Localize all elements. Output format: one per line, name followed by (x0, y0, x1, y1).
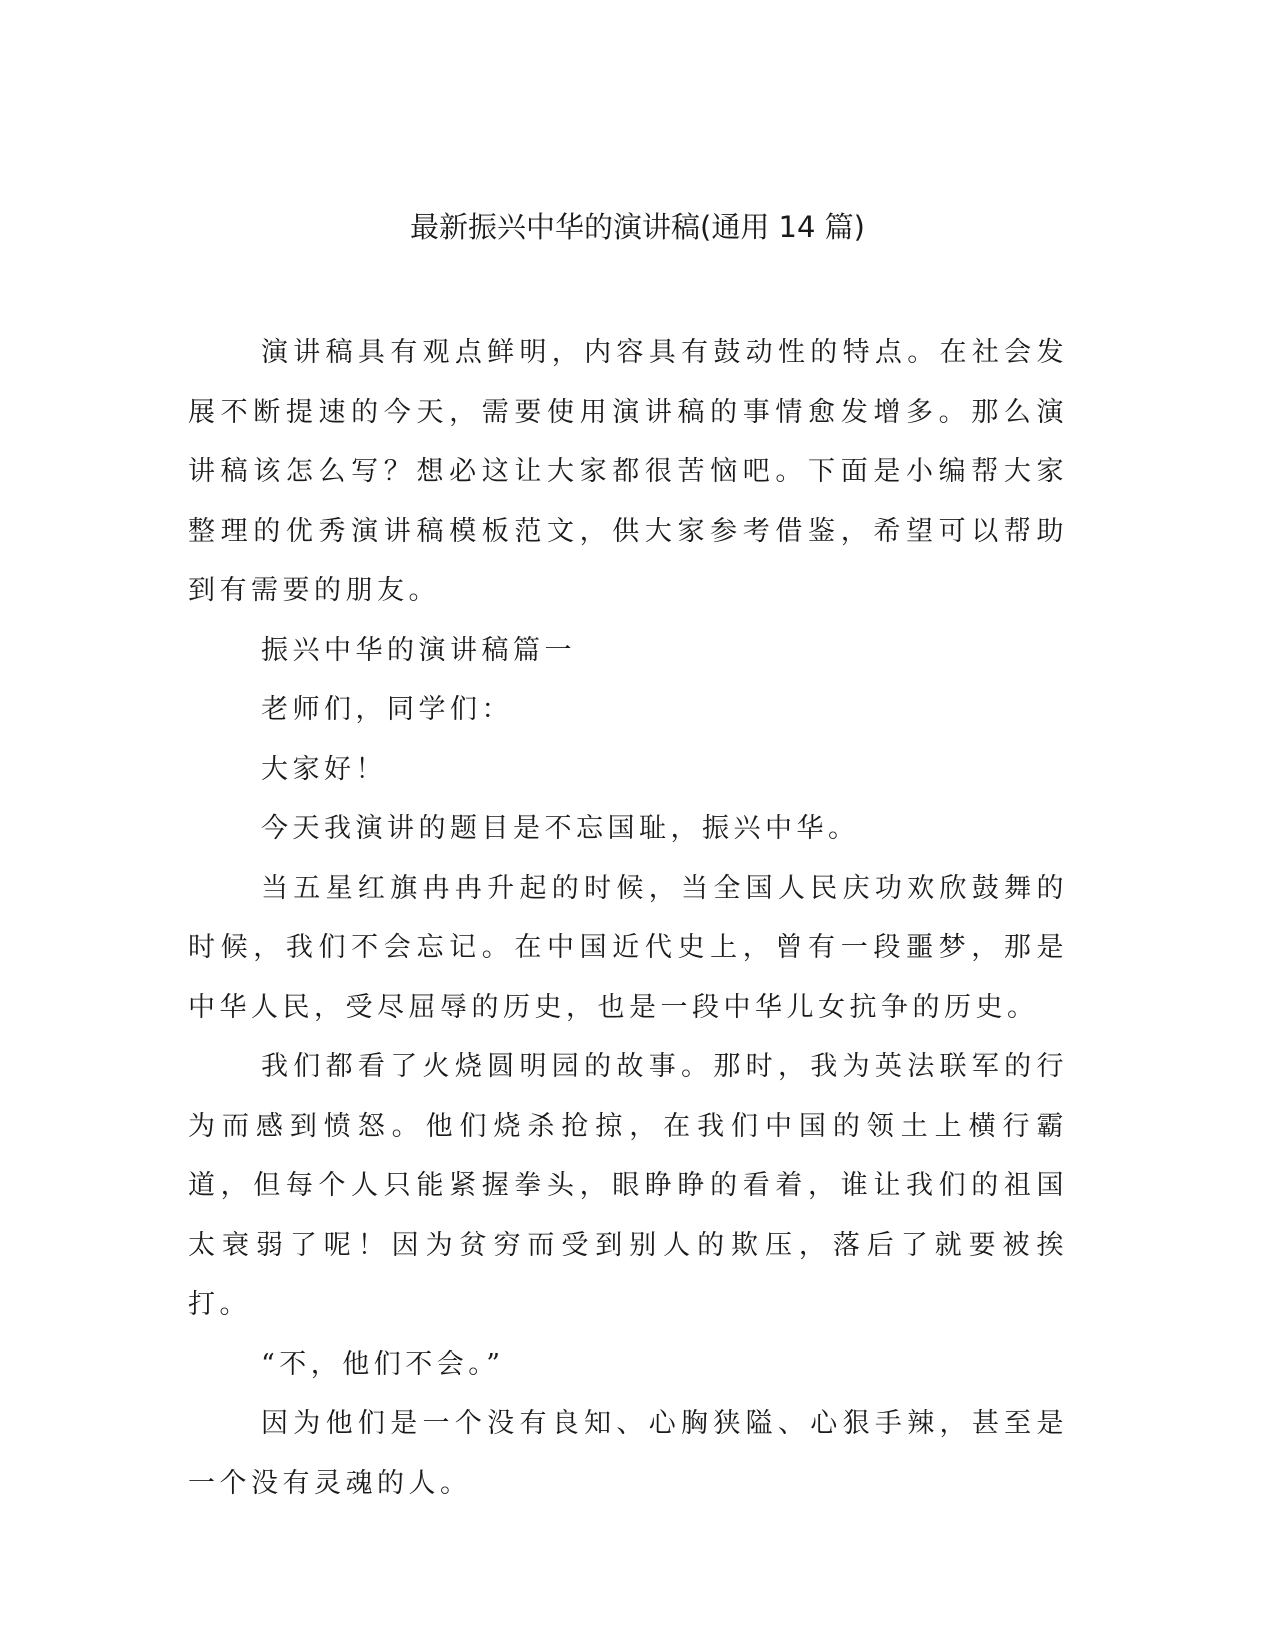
intro-paragraph: 演讲稿具有观点鲜明，内容具有鼓动性的特点。在社会发展不断提速的今天，需要使用演讲稿的事情愈发增多。那么演讲稿该怎么写？想必这让大家都很苦恼吧。下面是小编帮大家整理的优秀演讲稿模板范文，供大家参考借鉴，希望可以帮助到有需要的朋友。 (188, 337, 1068, 606)
body-paragraph: 当五星红旗冉冉升起的时候，当全国人民庆功欢欣鼓舞的时候，我们不会忘记。在中国近代史上，曾有一段噩梦，那是中华人民，受尽屈辱的历史，也是一段中华儿女抗争的历史。 (188, 872, 1068, 1023)
section-heading: 振兴中华的演讲稿篇一 (261, 634, 576, 666)
document-title: 最新振兴中华的演讲稿(通用 14 篇) (410, 210, 865, 244)
salutation: 老师们，同学们： (261, 694, 513, 725)
quote-paragraph: “不，他们不会。” (261, 1348, 505, 1380)
speech-topic: 今天我演讲的题目是不忘国耻，振兴中华。 (261, 813, 860, 844)
body-paragraph: 我们都看了火烧圆明园的故事。那时，我为英法联军的行为而感到愤怒。他们烧杀抢掠，在我们中国的领土上横行霸道，但每个人只能紧握拳头，眼睁睁的看着，谁让我们的祖国太衰弱了呢！因为贫穷而受到别人的欺压，落后了就要被挨打。 (188, 1051, 1068, 1320)
greeting: 大家好！ (261, 753, 387, 785)
body-paragraph: 因为他们是一个没有良知、心胸狭隘、心狠手辣，甚至是一个没有灵魂的人。 (188, 1408, 1068, 1499)
document-body (188, 323, 1068, 1513)
